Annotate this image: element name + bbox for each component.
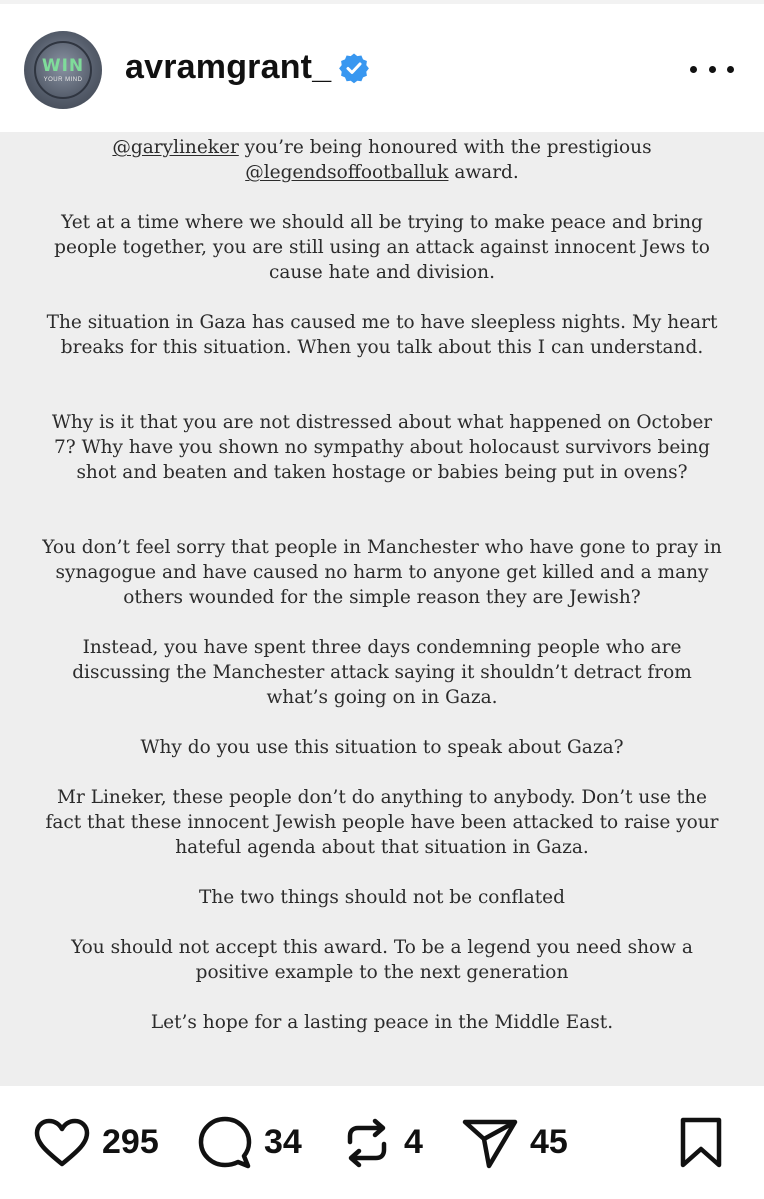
comment-count: 34 [264, 1123, 302, 1161]
avatar-logo-subtext: YOUR MIND [43, 77, 83, 83]
repost-count: 4 [404, 1123, 423, 1161]
post-paragraph-9: The two things should not be conflated [199, 887, 565, 908]
post-paragraph-7: Why do you use this situation to speak about Gaza? [140, 737, 624, 758]
more-dot [709, 66, 716, 73]
post-header [0, 4, 764, 132]
post-image [0, 132, 764, 1086]
share-icon [462, 1117, 518, 1169]
bookmark-button[interactable] [678, 1086, 724, 1199]
post-paragraph-4: Why is it that you are not distressed about what happened on October 7? Why have you shown no sympathy about holocaust survivors being shot and beaten and taken hostage or babies being put in ovens? [51, 412, 713, 483]
repost-icon [342, 1118, 392, 1168]
username[interactable]: avramgrant_ [125, 48, 332, 86]
more-dot [690, 66, 697, 73]
comment-icon [198, 1116, 252, 1170]
post-paragraph-1 [40, 135, 724, 185]
post-paragraph-6: Instead, you have spent three days condemning people who are discussing the Manchester attack saying it shouldn’t detract from what’s going on in Gaza. [72, 637, 692, 708]
post-paragraph-10: You should not accept this award. To be a legend you need show a positive example to the next generation [71, 937, 693, 983]
post-text: award. [448, 162, 519, 183]
bookmark-icon [678, 1117, 724, 1169]
share-button[interactable] [462, 1086, 568, 1199]
mention-legendsoffootballuk[interactable]: @legendsoffootballuk [245, 162, 449, 183]
post-paragraph-5: You don’t feel sorry that people in Manchester who have gone to pray in synagogue and have caused no harm to anyone get killed and a many others wounded for the simple reason they are Jewish? [42, 537, 722, 608]
share-count: 45 [530, 1123, 568, 1161]
more-dot [727, 66, 734, 73]
repost-button[interactable] [342, 1086, 423, 1199]
post-text: you’re being honoured with the prestigious [238, 137, 652, 158]
post-paragraph-11: Let’s hope for a lasting peace in the Middle East. [150, 1012, 614, 1033]
avatar[interactable] [24, 31, 102, 109]
like-count: 295 [102, 1123, 159, 1161]
post-paragraph-3: The situation in Gaza has caused me to have sleepless nights. My heart breaks for this situation. When you talk about this I can understand. [46, 312, 718, 358]
more-options-icon[interactable] [690, 58, 734, 80]
post-paragraph-8: Mr Lineker, these people don’t do anything to anybody. Don’t use the fact that these innocent Jewish people have been attacked to raise your hateful agenda about that situation in Gaza. [45, 787, 719, 858]
like-button[interactable] [34, 1086, 159, 1199]
verified-badge-icon [338, 52, 370, 84]
comment-button[interactable] [198, 1086, 302, 1199]
mention-garylineker[interactable]: @garylineker [112, 137, 239, 158]
heart-icon [34, 1118, 90, 1168]
avatar-logo-text: WIN [41, 56, 85, 76]
action-bar [0, 1086, 764, 1199]
post-paragraph-2: Yet at a time where we should all be trying to make peace and bring people together, you are still using an attack against innocent Jews to cause hate and division. [54, 212, 710, 283]
